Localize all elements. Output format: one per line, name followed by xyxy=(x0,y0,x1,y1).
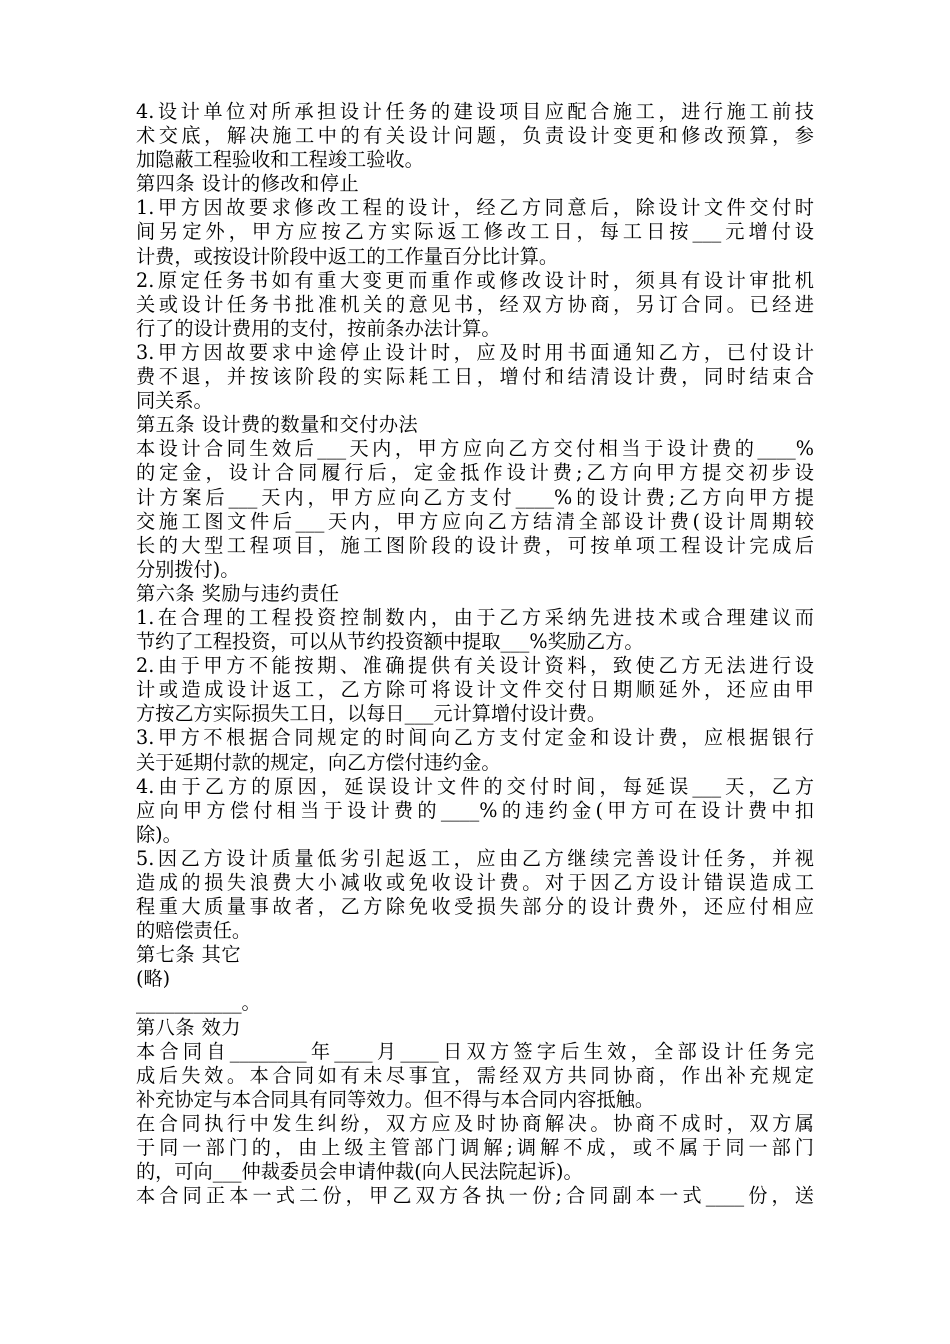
text-line: 计费，或按设计阶段中返工的工作量百分比计算。 xyxy=(136,244,559,268)
text-line: 计方案后___天内，甲方应向乙方支付____%的设计费;乙方向甲方提 xyxy=(136,485,814,509)
text-line: 5.因乙方设计质量低劣引起返工，应由乙方继续完善设计任务，并视 xyxy=(136,846,814,870)
text-line: 术交底，解决施工中的有关设计问题，负责设计变更和修改预算，参 xyxy=(136,124,814,148)
text-line: 成后失效。本合同如有未尽事宜，需经双方共同协商，作出补充规定 xyxy=(136,1063,814,1087)
text-line: ___________。 xyxy=(136,991,261,1015)
text-line: 分别拨付)。 xyxy=(136,557,240,581)
text-line: 关于延期付款的规定，向乙方偿付违约金。 xyxy=(136,750,501,774)
text-line: 间另定外，甲方应按乙方实际返工修改工日，每工日按___元增付设 xyxy=(136,220,814,244)
text-line: 长的大型工程项目，施工图阶段的设计费，可按单项工程设计完成后 xyxy=(136,533,814,557)
text-line: 4.由于乙方的原因，延误设计文件的交付时间，每延误___天，乙方 xyxy=(136,774,814,798)
text-line: 交施工图文件后___天内，甲方应向乙方结清全部设计费(设计周期较 xyxy=(136,509,814,533)
article-heading: 第八条 效力 xyxy=(136,1015,242,1039)
text-line: 的，可向___仲裁委员会申请仲裁(向人民法院起诉)。 xyxy=(136,1160,583,1184)
text-line: 程重大质量事故者，乙方除免收受损失部分的设计费外，还应付相应 xyxy=(136,895,814,919)
contract-page xyxy=(136,100,814,1208)
text-line: 3.甲方因故要求中途停止设计时，应及时用书面通知乙方，已付设计 xyxy=(136,340,814,364)
text-line: 加隐蔽工程验收和工程竣工验收。 xyxy=(136,148,424,172)
text-line: 本设计合同生效后___天内，甲方应向乙方交付相当于设计费的____% xyxy=(136,437,814,461)
text-line: 于同一部门的，由上级主管部门调解;调解不成，或不属于同一部门 xyxy=(136,1136,814,1160)
text-line: (略) xyxy=(136,967,171,991)
text-line: 3.甲方不根据合同规定的时间向乙方支付定金和设计费，应根据银行 xyxy=(136,726,814,750)
text-line: 的赔偿责任。 xyxy=(136,919,252,943)
text-line: 1.在合理的工程投资控制数内，由于乙方采纳先进技术或合理建议而 xyxy=(136,605,814,629)
article-heading: 第四条 设计的修改和停止 xyxy=(136,172,360,196)
text-line: 造成的损失浪费大小减收或免收设计费。对于因乙方设计错误造成工 xyxy=(136,871,814,894)
text-line: 4.设计单位对所承担设计任务的建设项目应配合施工，进行施工前技 xyxy=(136,100,814,123)
text-line: 补充协定与本合同具有同等效力。但不得与本合同内容抵触。 xyxy=(136,1087,655,1111)
text-line: 费不退，并按该阶段的实际耗工日，增付和结清设计费，同时结束合 xyxy=(136,365,814,389)
text-line: 计或造成设计返工，乙方除可将设计文件交付日期顺延外，还应由甲 xyxy=(136,678,814,702)
text-line: 方按乙方实际损失工日，以每日___元计算增付设计费。 xyxy=(136,702,607,726)
article-heading: 第五条 设计费的数量和交付办法 xyxy=(136,413,419,437)
article-heading: 第六条 奖励与违约责任 xyxy=(136,581,340,605)
text-line: 同关系。 xyxy=(136,389,213,413)
text-line: 在合同执行中发生纠纷，双方应及时协商解决。协商不成时，双方属 xyxy=(136,1111,814,1135)
article-heading: 第七条 其它 xyxy=(136,943,242,967)
text-line: 本合同正本一式二份，甲乙双方各执一份;合同副本一式____份，送 xyxy=(136,1184,814,1208)
text-line: 关或设计任务书批准机关的意见书，经双方协商，另订合同。已经进 xyxy=(136,292,814,316)
text-line: 应向甲方偿付相当于设计费的____%的违约金(甲方可在设计费中扣 xyxy=(136,798,814,822)
text-line: 除)。 xyxy=(136,822,182,846)
text-line: 行了的设计费用的支付，按前条办法计算。 xyxy=(136,316,501,340)
text-line: 1.甲方因故要求修改工程的设计，经乙方同意后，除设计文件交付时 xyxy=(136,196,814,220)
text-line: 2.原定任务书如有重大变更而重作或修改设计时，须具有设计审批机 xyxy=(136,268,814,292)
text-line: 的定金，设计合同履行后，定金抵作设计费;乙方向甲方提交初步设 xyxy=(136,461,814,485)
text-line: 本合同自________年____月____日双方签字后生效，全部设计任务完 xyxy=(136,1039,814,1063)
text-line: 节约了工程投资，可以从节约投资额中提取___%奖励乙方。 xyxy=(136,630,644,654)
text-line: 2.由于甲方不能按期、准确提供有关设计资料，致使乙方无法进行设 xyxy=(136,654,814,678)
